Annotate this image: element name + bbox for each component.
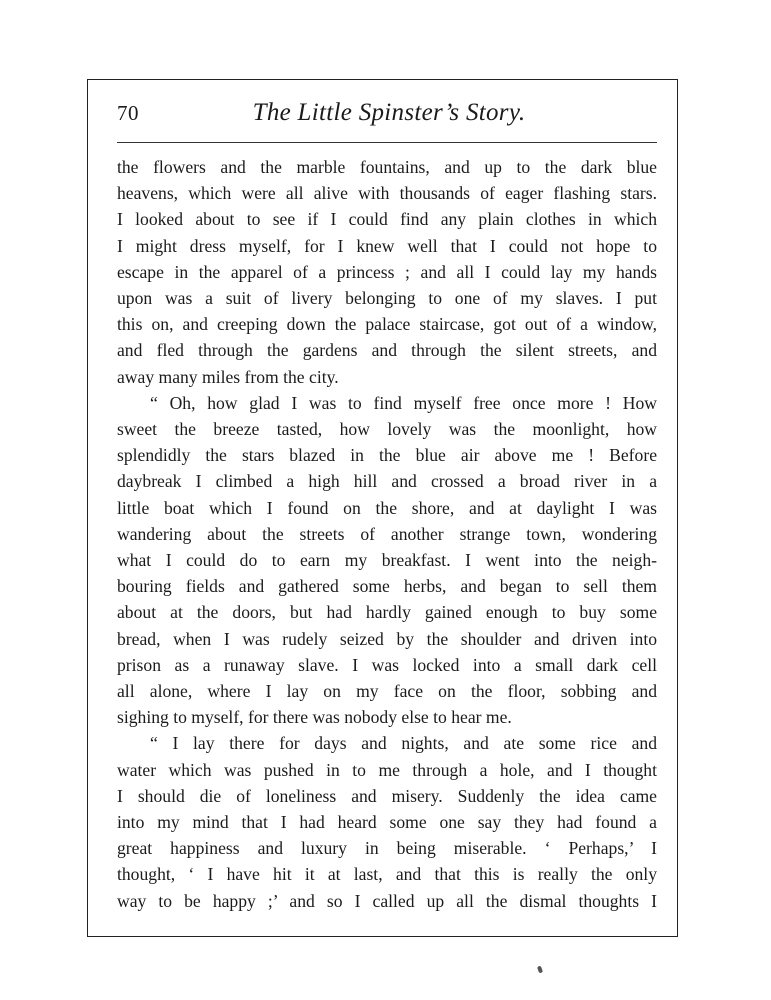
page-number: 70 xyxy=(117,101,139,125)
text-line: and fled through the gardens and through the silent streets, and xyxy=(117,340,657,361)
text-line: prison as a runaway slave. I was locked into a small dark cell xyxy=(117,654,657,675)
text-line: sighing to myself, for there was nobody else to hear me. xyxy=(117,707,512,728)
text-line: bread, when I was rudely seized by the shoulder and driven into xyxy=(117,628,657,649)
text-line: wandering about the streets of another strange town, wondering xyxy=(117,523,657,544)
text-line: away many miles from the city. xyxy=(117,366,339,387)
text-line: splendidly the stars blazed in the blue air above me ! Before xyxy=(117,445,657,466)
text-line: escape in the apparel of a princess ; and all I could lay my hands xyxy=(117,261,657,282)
ink-speck xyxy=(537,966,543,974)
text-line: “ Oh, how glad I was to find myself free once more ! How xyxy=(150,392,657,413)
header-rule xyxy=(117,142,657,143)
text-line: way to be happy ;’ and so I called up all the dismal thoughts I xyxy=(117,890,657,911)
text-line: daybreak I climbed a high hill and crossed a broad river in a xyxy=(117,471,657,492)
text-line: water which was pushed in to me through a hole, and I thought xyxy=(117,759,657,780)
text-line: I should die of loneliness and misery. Suddenly the idea came xyxy=(117,785,657,806)
text-line: upon was a suit of livery belonging to one of my slaves. I put xyxy=(117,288,657,309)
text-line: all alone, where I lay on my face on the floor, sobbing and xyxy=(117,681,657,702)
text-line: the flowers and the marble fountains, and up to the dark blue xyxy=(117,157,657,177)
text-line: what I could do to earn my breakfast. I went into the neigh- xyxy=(117,550,657,571)
text-line: thought, ‘ I have hit it at last, and that this is really the only xyxy=(117,864,657,885)
text-line: about at the doors, but had hardly gained enough to buy some xyxy=(117,602,657,623)
text-line: I might dress myself, for I knew well that I could not hope to xyxy=(117,235,657,256)
body-text xyxy=(117,154,657,914)
text-line: heavens, which were all alive with thousands of eager flashing stars. xyxy=(117,183,657,204)
text-line: into my mind that I had heard some one say they had found a xyxy=(117,812,657,833)
running-title: The Little Spinster’s Story. xyxy=(252,99,526,126)
text-line: little boat which I found on the shore, and at daylight I was xyxy=(117,497,657,518)
text-line: bouring fields and gathered some herbs, and began to sell them xyxy=(117,576,657,597)
text-line: I looked about to see if I could find any plain clothes in which xyxy=(117,209,657,230)
text-line: great happiness and luxury in being miserable. ‘ Perhaps,’ I xyxy=(117,838,657,859)
text-line: “ I lay there for days and nights, and ate some rice and xyxy=(150,733,657,754)
text-line: sweet the breeze tasted, how lovely was the moonlight, how xyxy=(117,419,657,440)
text-line: this on, and creeping down the palace staircase, got out of a window, xyxy=(117,314,657,335)
